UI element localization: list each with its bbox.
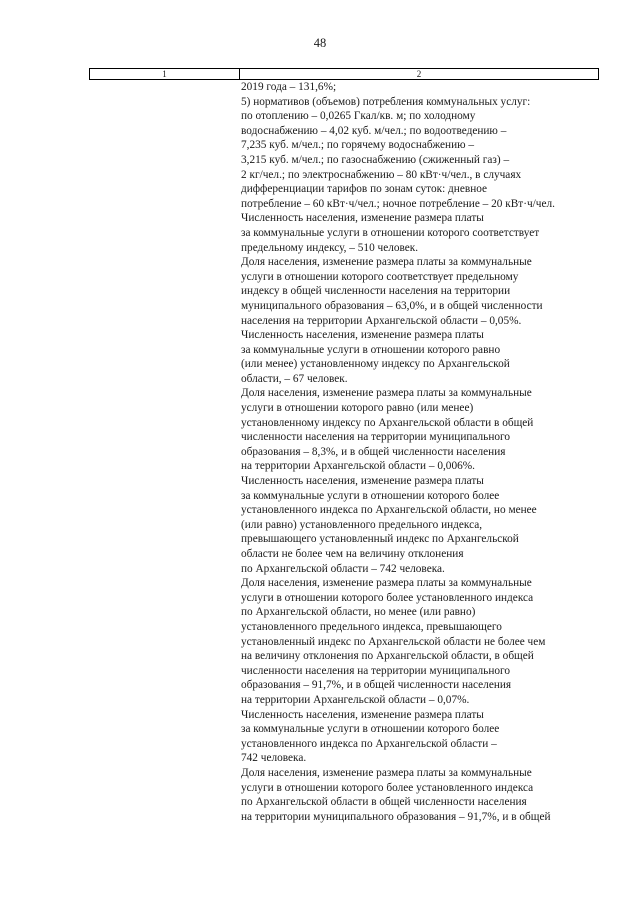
text-line: 7,235 куб. м/чел.; по горячему водоснабжению – (241, 139, 475, 152)
text-line: услуги в отношении которого соответствует предельному (241, 270, 519, 283)
text-line: образования – 91,7%, и в общей численности населения (241, 679, 512, 692)
text-line: на величину отклонения по Архангельской области, в общей (241, 650, 534, 663)
text-line: численности населения на территории муниципального (241, 664, 511, 677)
text-line: водоснабжению – 4,02 куб. м/чел.; по водоотведению – (241, 124, 507, 137)
text-line: установленного индекса по Архангельской области – (241, 737, 497, 750)
text-line: по отоплению – 0,0265 Гкал/кв. м; по холодному (241, 110, 476, 123)
text-line: потребление – 60 кВт·ч/чел.; ночное потребление – 20 кВт·ч/чел. (241, 197, 555, 210)
text-line: муниципального образования – 63,0%, и в общей численности (241, 299, 543, 312)
text-line: установленного предельного индекса, превышающего (241, 620, 502, 633)
text-line: установленный индекс по Архангельской области не более чем (241, 635, 546, 648)
text-line: (или равно) установленного предельного индекса, (241, 518, 483, 531)
text-line: по Архангельской области, но менее (или равно) (241, 606, 476, 619)
text-line: Численность населения, изменение размера платы (241, 329, 484, 342)
text-line: превышающего установленный индекс по Архангельской (241, 533, 519, 546)
text-line: дифференциации тарифов по зонам суток: дневное (241, 183, 488, 196)
page-number: 48 (313, 36, 327, 50)
text-line: 2019 года – 131,6%; (241, 81, 337, 93)
text-line: по Архангельской области – 742 человека. (241, 562, 445, 575)
column-2-header: 2 (416, 69, 422, 79)
text-line: Доля населения, изменение размера платы за коммунальные (241, 577, 532, 590)
text-line: на территории муниципального образования – 91,7%, и в общей (241, 810, 551, 823)
text-line: образования – 8,3%, и в общей численности населения (241, 445, 506, 458)
text-line: за коммунальные услуги в отношении которого более (241, 489, 500, 502)
text-line: услуги в отношении которого более установленного индекса (241, 591, 534, 604)
document-body-text (241, 80, 613, 824)
text-line: 2 кг/чел.; по электроснабжению – 80 кВт·ч/чел., в случаях (241, 168, 522, 181)
text-line: за коммунальные услуги в отношении которого соответствует (241, 226, 540, 239)
table-header-row (89, 68, 599, 80)
text-line: области не более чем на величину отклонения (241, 548, 464, 560)
text-line: Доля населения, изменение размера платы за коммунальные (241, 766, 532, 779)
text-line: Численность населения, изменение размера платы (241, 212, 484, 225)
text-line: за коммунальные услуги в отношении которого равно (241, 343, 501, 356)
text-line: 5) нормативов (объемов) потребления коммунальных услуг: (241, 95, 531, 108)
text-line: области, – 67 человек. (241, 372, 348, 385)
text-line: установленному индексу по Архангельской области в общей (241, 416, 534, 429)
column-1-header: 1 (90, 69, 240, 79)
text-line: (или менее) установленному индексу по Архангельской (241, 358, 510, 371)
text-line: на территории Архангельской области – 0,07%. (241, 693, 470, 706)
text-line: услуги в отношении которого более установленного индекса (241, 781, 534, 794)
text-line: населения на территории Архангельской области – 0,05%. (241, 314, 522, 327)
text-line: по Архангельской области в общей численности населения (241, 796, 527, 809)
text-line: Численность населения, изменение размера платы (241, 475, 484, 488)
text-line: установленного индекса по Архангельской области, но менее (241, 504, 537, 517)
text-line: Доля населения, изменение размера платы за коммунальные (241, 256, 532, 269)
text-line: 3,215 куб. м/чел.; по газоснабжению (сжиженный газ) – (241, 153, 510, 166)
text-line: 742 человека. (241, 752, 307, 765)
text-line: услуги в отношении которого равно (или менее) (241, 402, 474, 415)
text-line: на территории Архангельской области – 0,006%. (241, 460, 475, 473)
text-line: предельному индексу, – 510 человек. (241, 241, 419, 254)
text-line: Доля населения, изменение размера платы за коммунальные (241, 387, 532, 400)
text-line: индексу в общей численности населения на территории (241, 285, 511, 298)
text-line: численности населения на территории муниципального (241, 431, 511, 444)
text-line: за коммунальные услуги в отношении которого более (241, 723, 500, 736)
text-line: Численность населения, изменение размера платы (241, 708, 484, 721)
